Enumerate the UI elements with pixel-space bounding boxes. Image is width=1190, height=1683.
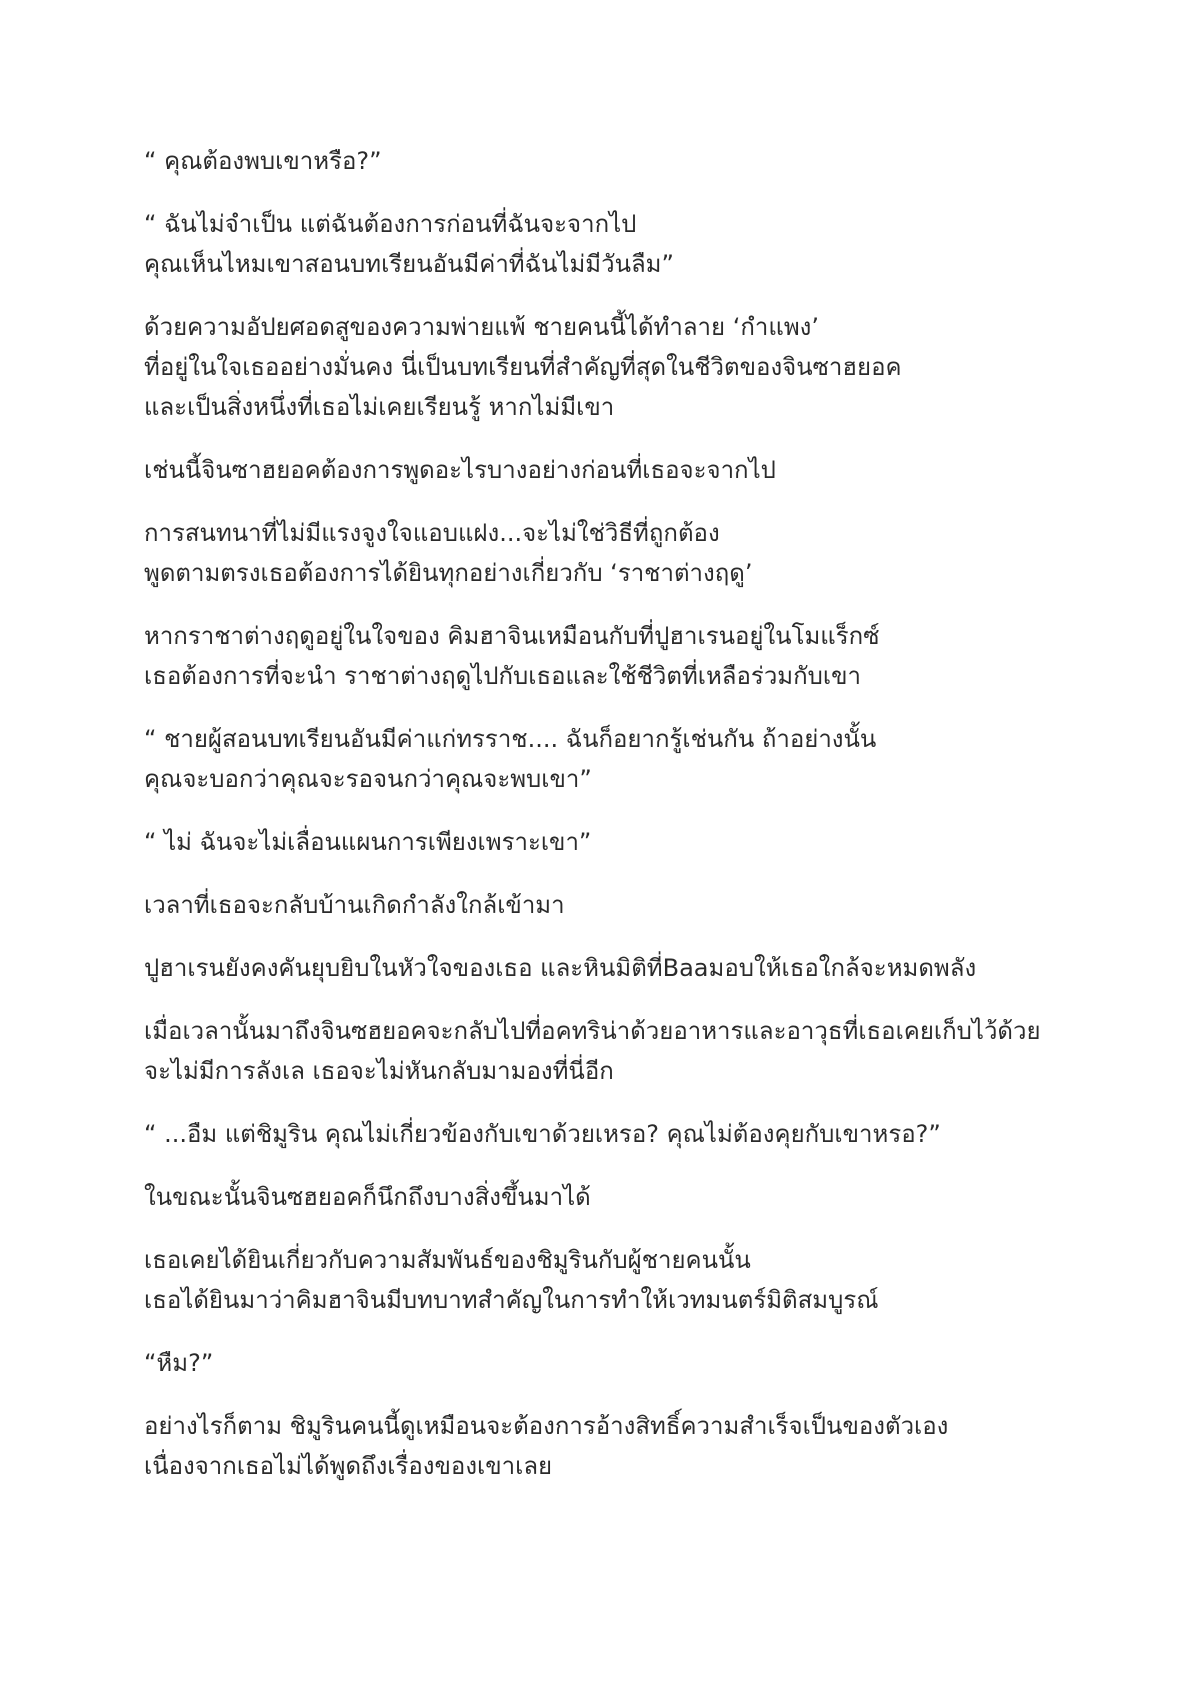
text-line: เช่นนี้จินซาฮยอคต้องการพูดอะไรบางอย่างก่อนที่เธอจะจากไป bbox=[144, 456, 776, 484]
text-line: พูดตามตรงเธอต้องการได้ยินทุกอย่างเกี่ยวกับ ‘ราชาต่างฤดู’ bbox=[144, 559, 753, 587]
text-line: เวลาที่เธอจะกลับบ้านเกิดกำลังใกล้เข้ามา bbox=[144, 891, 565, 919]
text-line: “ ชายผู้สอนบทเรียนอันมีค่าแก่ทรราช.... ฉันก็อยากรู้เช่นกัน ถ้าอย่างนั้น bbox=[144, 725, 877, 753]
text-line: หากราชาต่างฤดูอยู่ในใจของ คิมฮาจินเหมือนกับที่ปูฮาเรนอยู่ในโมแร็กซ์ bbox=[144, 622, 880, 650]
text-line: เธอได้ยินมาว่าคิมฮาจินมีบทบาทสำคัญในการทำให้เวทมนตร์มิติสมบูรณ์ bbox=[144, 1286, 879, 1314]
paragraph bbox=[144, 450, 1144, 490]
text-line: อย่างไรก็ตาม ชิมูรินคนนี้ดูเหมือนจะต้องการอ้างสิทธิ์ความสำเร็จเป็นของตัวเอง bbox=[144, 1412, 949, 1440]
text-line: คุณเห็นไหมเขาสอนบทเรียนอันมีค่าที่ฉันไม่มีวันลืม” bbox=[144, 250, 674, 278]
paragraph bbox=[144, 204, 1144, 284]
paragraph bbox=[144, 1011, 1144, 1091]
text-line: “ ฉันไม่จำเป็น แต่ฉันต้องการก่อนที่ฉันจะจากไป bbox=[144, 210, 637, 238]
story-text bbox=[144, 141, 1144, 1509]
text-line: คุณจะบอกว่าคุณจะรอจนกว่าคุณจะพบเขา” bbox=[144, 765, 592, 793]
text-line: “ ไม่ ฉันจะไม่เลื่อนแผนการเพียงเพราะเขา” bbox=[144, 828, 592, 856]
text-line: ด้วยความอัปยศอดสูของความพ่ายแพ้ ชายคนนี้ได้ทำลาย ‘กำแพง’ bbox=[144, 313, 819, 341]
text-line: เธอต้องการที่จะนำ ราชาต่างฤดูไปกับเธอและใช้ชีวิตที่เหลือร่วมกับเขา bbox=[144, 662, 861, 690]
text-line: “หืม?” bbox=[144, 1349, 214, 1377]
paragraph bbox=[144, 1343, 1144, 1383]
paragraph bbox=[144, 1406, 1144, 1486]
paragraph bbox=[144, 822, 1144, 862]
paragraph bbox=[144, 616, 1144, 696]
paragraph bbox=[144, 307, 1144, 427]
text-line: จะไม่มีการลังเล เธอจะไม่หันกลับมามองที่นี่อีก bbox=[144, 1057, 614, 1085]
paragraph bbox=[144, 1114, 1144, 1154]
text-line: การสนทนาที่ไม่มีแรงจูงใจแอบแฝง...จะไม่ใช่วิธีที่ถูกต้อง bbox=[144, 519, 720, 547]
text-line: ปูฮาเรนยังคงคันยุบยิบในหัวใจของเธอ และหินมิติที่Baaมอบให้เธอใกล้จะหมดพลัง bbox=[144, 954, 977, 982]
text-line: ที่อยู่ในใจเธออย่างมั่นคง นี่เป็นบทเรียนที่สำคัญที่สุดในชีวิตของจินซาฮยอค bbox=[144, 353, 902, 381]
text-line: ในขณะนั้นจินซฮยอคก็นึกถึงบางสิ่งขึ้นมาได้ bbox=[144, 1183, 591, 1211]
paragraph bbox=[144, 1177, 1144, 1217]
text-line: และเป็นสิ่งหนึ่งที่เธอไม่เคยเรียนรู้ หากไม่มีเขา bbox=[144, 393, 615, 421]
text-line: เมื่อเวลานั้นมาถึงจินซฮยอคจะกลับไปที่อคทริน่าด้วยอาหารและอาวุธที่เธอเคยเก็บไว้ด้วย bbox=[144, 1017, 1041, 1045]
text-line: “ ...อืม แต่ชิมูริน คุณไม่เกี่ยวข้องกับเขาด้วยเหรอ? คุณไม่ต้องคุยกับเขาหรอ?” bbox=[144, 1120, 941, 1148]
paragraph bbox=[144, 141, 1144, 181]
paragraph bbox=[144, 719, 1144, 799]
paragraph bbox=[144, 885, 1144, 925]
paragraph bbox=[144, 948, 1144, 988]
paragraph bbox=[144, 513, 1144, 593]
text-line: “ คุณต้องพบเขาหรือ?” bbox=[144, 147, 382, 175]
text-line: เนื่องจากเธอไม่ได้พูดถึงเรื่องของเขาเลย bbox=[144, 1452, 553, 1480]
text-line: เธอเคยได้ยินเกี่ยวกับความสัมพันธ์ของชิมูรินกับผู้ชายคนนั้น bbox=[144, 1246, 751, 1274]
paragraph bbox=[144, 1240, 1144, 1320]
